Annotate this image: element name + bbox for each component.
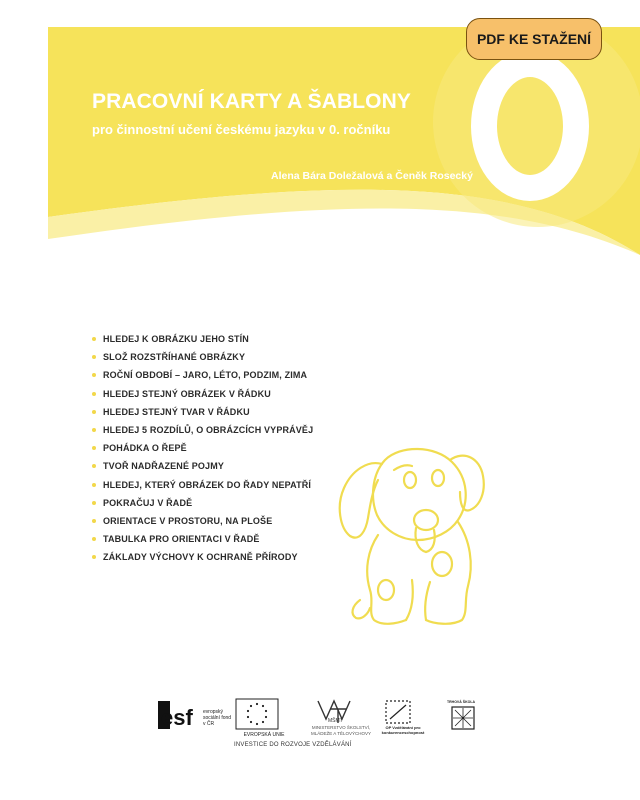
grade-zero-numeral (470, 51, 590, 201)
page-subtitle: pro činnostní učení českému jazyku v 0. ročníku (92, 122, 391, 137)
topic-item[interactable] (92, 385, 313, 403)
pdf-download-button[interactable]: PDF KE STAŽENÍ (466, 18, 602, 60)
eu-text: EVROPSKÁ UNIE (243, 732, 285, 738)
esf-logo (158, 701, 193, 730)
school-logo (452, 707, 474, 729)
msmt-text: MINISTERSTVO ŠKOLSTVÍ, MLÁDEŽE A TĚLOVÝCHOVY (311, 725, 371, 736)
topic-label: HLEDEJ STEJNÝ OBRÁZEK V ŘÁDKU (103, 388, 271, 399)
topic-label: ZÁKLADY VÝCHOVY K OCHRANĚ PŘÍRODY (103, 552, 298, 563)
bullet-icon (92, 410, 96, 414)
topic-label: HLEDEJ 5 ROZDÍLŮ, O OBRÁZCÍCH VYPRÁVĚJ (103, 424, 314, 435)
topic-item[interactable] (92, 548, 313, 566)
topic-item[interactable] (92, 421, 313, 439)
topic-item[interactable] (92, 366, 313, 384)
topic-label: HLEDEJ, KTERÝ OBRÁZEK DO ŘADY NEPATŘÍ (103, 479, 312, 490)
topic-label: HLEDEJ K OBRÁZKU JEHO STÍN (103, 334, 249, 344)
bullet-icon (92, 464, 96, 468)
topic-item[interactable] (92, 439, 313, 457)
topic-list (92, 330, 313, 566)
topic-label: TVOŘ NADŘAZENÉ POJMY (103, 461, 225, 472)
bullet-icon (92, 428, 96, 432)
investment-tagline: INVESTICE DO ROZVOJE VZDĚLÁVÁNÍ (234, 742, 352, 748)
topic-label: SLOŽ ROZSTŘÍHANÉ OBRÁZKY (103, 352, 246, 363)
bullet-icon (92, 537, 96, 541)
bullet-icon (92, 519, 96, 523)
authors: Alena Bára Doležalová a Čeněk Rosecký (271, 170, 473, 182)
bullet-icon (92, 355, 96, 359)
page-title: PRACOVNÍ KARTY A ŠABLONY (92, 90, 411, 113)
topic-item[interactable] (92, 512, 313, 530)
topic-item[interactable] (92, 457, 313, 475)
bullet-icon (92, 392, 96, 396)
bullet-icon (92, 373, 96, 377)
topic-label: POHÁDKA O ŘEPĚ (103, 443, 187, 454)
esf-mark: esf (161, 705, 193, 730)
msmt-logo (318, 701, 350, 724)
topic-item[interactable] (92, 494, 313, 512)
msmt-mark: MŠMT (328, 718, 343, 724)
topic-item[interactable] (92, 330, 313, 348)
topic-item[interactable] (92, 530, 313, 548)
bullet-icon (92, 501, 96, 505)
eu-flag-logo (236, 699, 278, 729)
esf-text: evropský sociální fond v ČR (203, 709, 232, 727)
topic-label: ROČNÍ OBDOBÍ – JARO, LÉTO, PODZIM, ZIMA (103, 370, 308, 381)
topic-label: TABULKA PRO ORIENTACI V ŘADĚ (103, 534, 260, 545)
op-text: OP Vzdělávání pro konkurenceschopnost (381, 725, 425, 735)
bullet-icon (92, 446, 96, 450)
topic-label: ORIENTACE V PROSTORU, NA PLOŠE (103, 515, 273, 526)
dog-illustration (330, 440, 485, 630)
topic-item[interactable] (92, 348, 313, 366)
bullet-icon (92, 337, 96, 341)
bullet-icon (92, 483, 96, 487)
topic-item[interactable] (92, 476, 313, 494)
topic-label: HLEDEJ STEJNÝ TVAR V ŘÁDKU (103, 406, 250, 417)
op-logo (386, 701, 410, 723)
topic-item[interactable] (92, 403, 313, 421)
topic-label: POKRAČUJ V ŘADĚ (103, 497, 193, 508)
bullet-icon (92, 555, 96, 559)
school-text: TRHOVÁ ŠKOLA (447, 700, 475, 704)
